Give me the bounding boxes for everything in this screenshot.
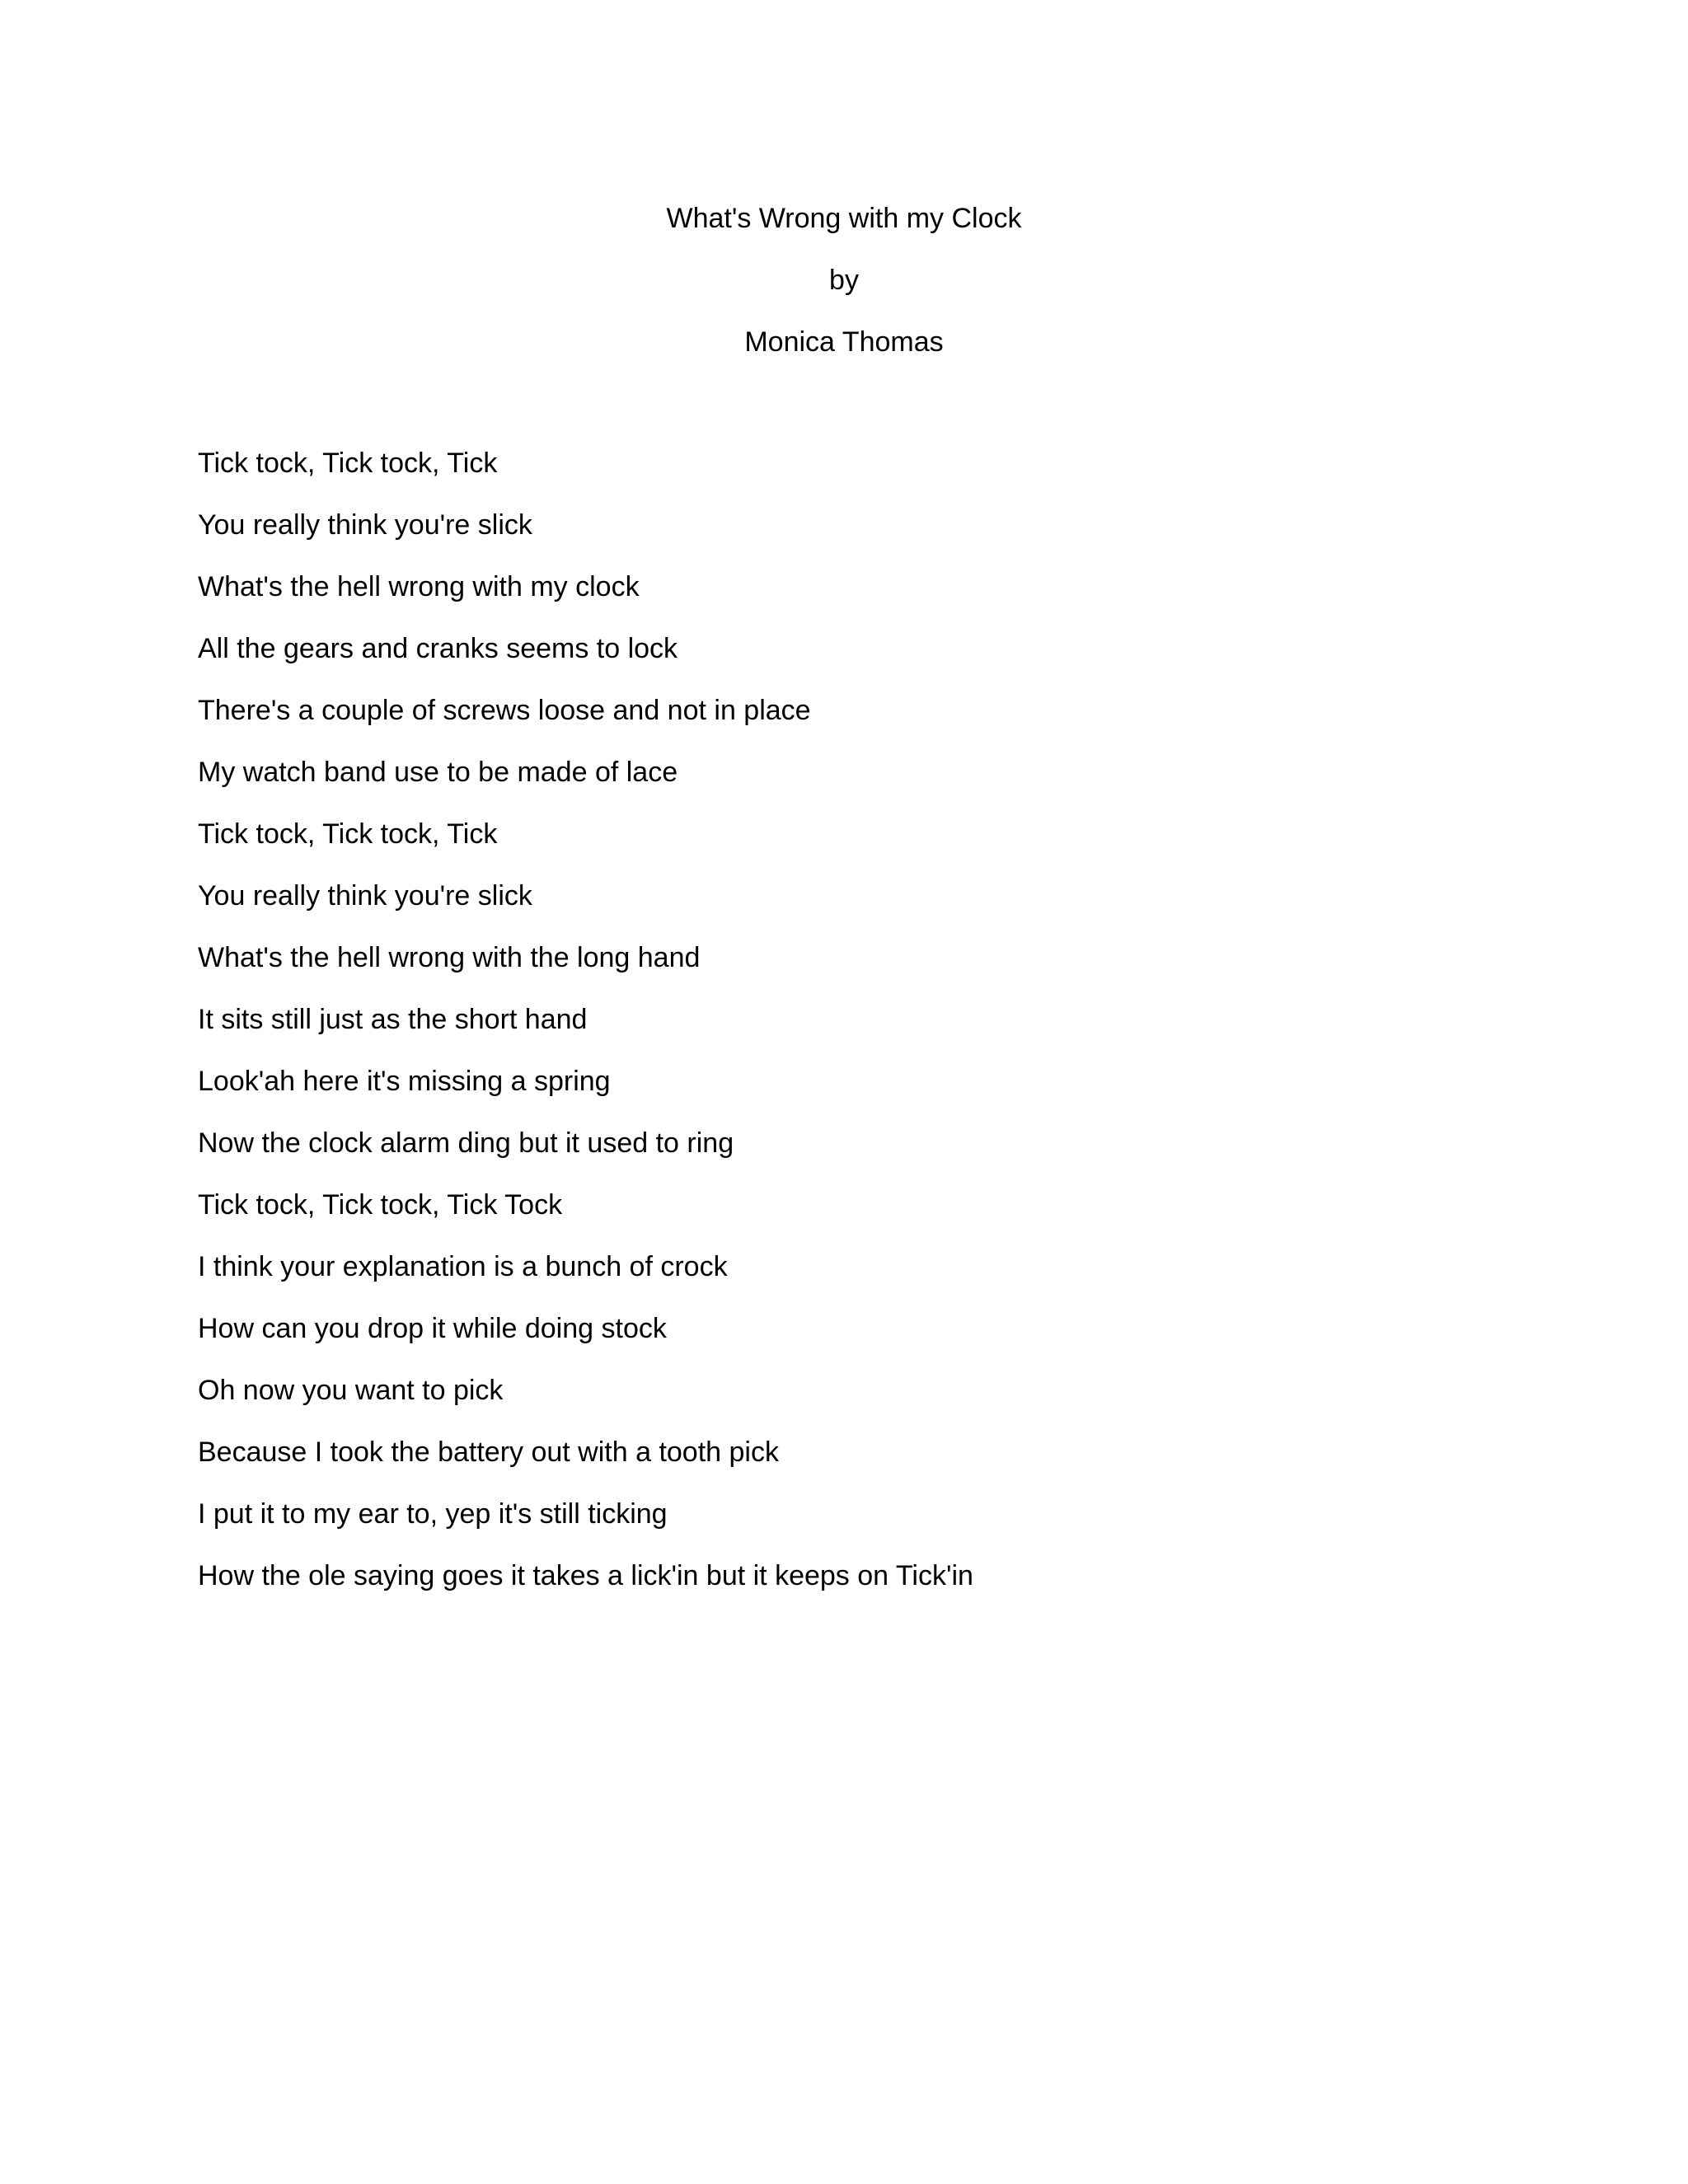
poem-line: Tick tock, Tick tock, Tick	[198, 818, 498, 850]
poem-line: What's the hell wrong with my clock	[198, 571, 640, 602]
poem-line: Oh now you want to pick	[198, 1375, 504, 1406]
poem-line: There's a couple of screws loose and not in place	[198, 695, 811, 726]
poem-title: What's Wrong with my Clock	[666, 203, 1022, 234]
poem-line: All the gears and cranks seems to lock	[198, 633, 678, 664]
poem-line: How can you drop it while doing stock	[198, 1313, 667, 1344]
poem-line: Look'ah here it's missing a spring	[198, 1066, 611, 1097]
poem-line: My watch band use to be made of lace	[198, 757, 678, 788]
poem-line: You really think you're slick	[198, 509, 532, 541]
poem-line: I think your explanation is a bunch of crock	[198, 1251, 728, 1282]
poem-body	[198, 433, 1517, 1607]
poem-line: Now the clock alarm ding but it used to ring	[198, 1127, 734, 1159]
poem-line: Tick tock, Tick tock, Tick Tock	[198, 1189, 563, 1221]
poem-line: It sits still just as the short hand	[198, 1004, 588, 1035]
poem-line: Because I took the battery out with a tooth pick	[198, 1436, 779, 1468]
poem-header	[0, 188, 1688, 373]
poem-line: Tick tock, Tick tock, Tick	[198, 448, 498, 479]
poem-line: How the ole saying goes it takes a lick'in but it keeps on Tick'in	[198, 1560, 973, 1591]
poem-line: You really think you're slick	[198, 880, 532, 912]
poem-line: What's the hell wrong with the long hand	[198, 942, 701, 973]
poem-author: Monica Thomas	[744, 326, 944, 358]
poem-byline: by	[829, 265, 859, 296]
poem-line: I put it to my ear to, yep it's still ticking	[198, 1498, 668, 1530]
